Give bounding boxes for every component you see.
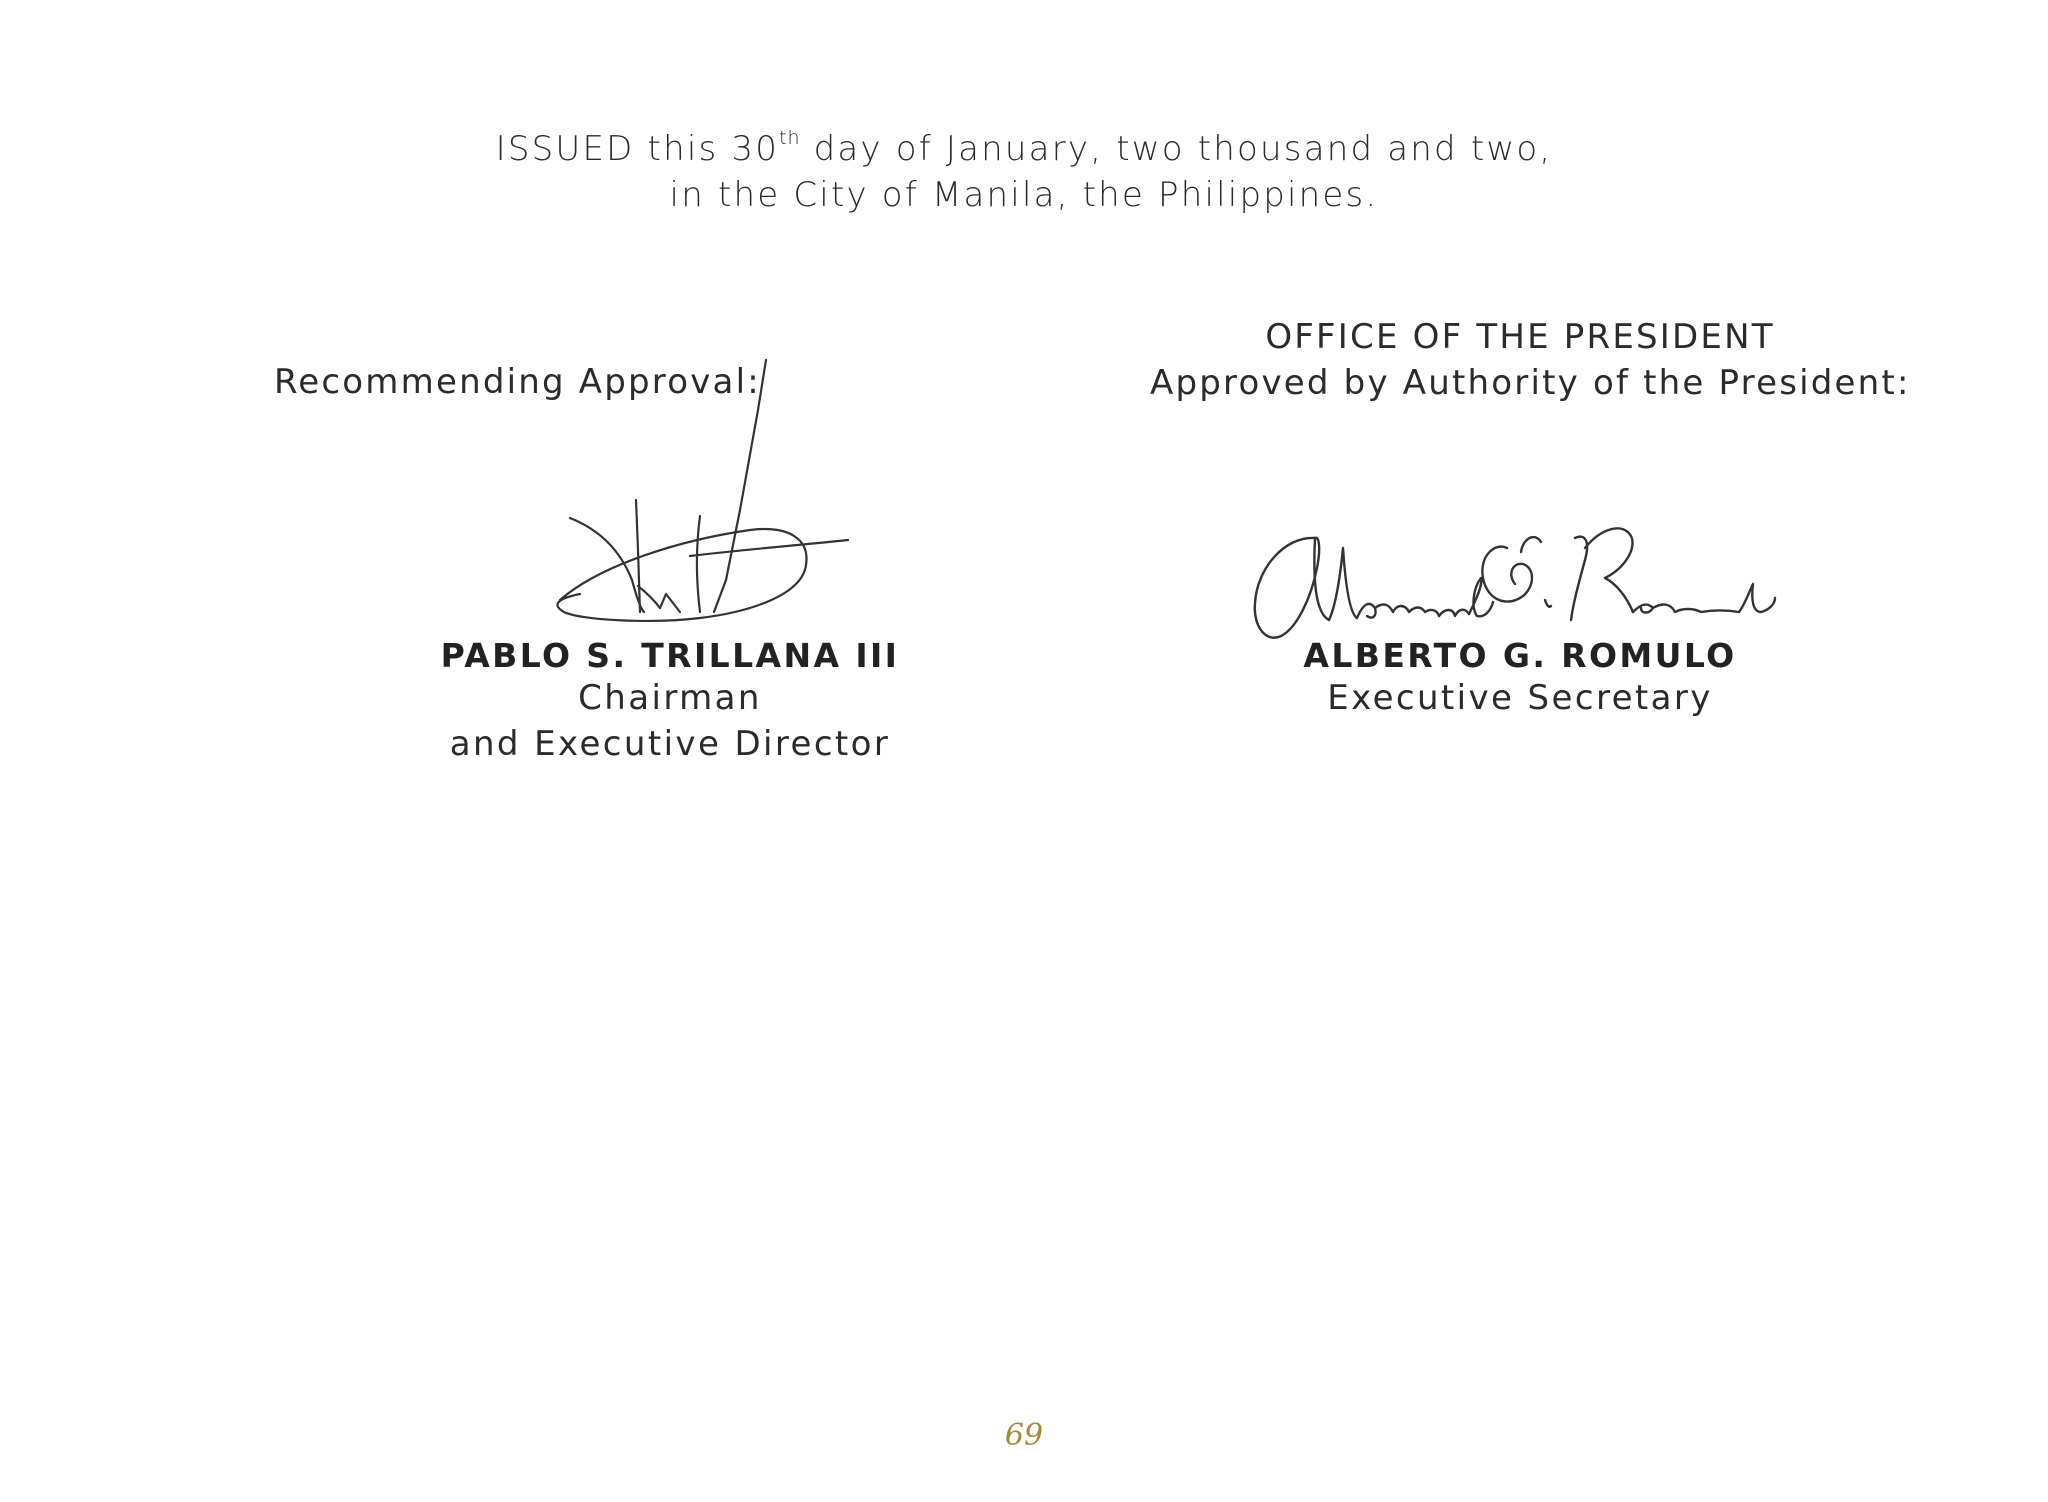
trillana-signature-block (420, 636, 920, 767)
trillana-signature-icon (540, 350, 870, 640)
romulo-name: ALBERTO G. ROMULO (1303, 636, 1737, 675)
romulo-signature-icon (1245, 508, 1805, 648)
recommending-approval-label: Recommending Approval: (274, 362, 761, 402)
trillana-title-line-2: and Executive Director (449, 724, 891, 764)
office-of-the-president: OFFICE OF THE PRESIDENT (1265, 317, 1775, 357)
issuance-line-1: ISSUED this 30th day of January, two thousand and two, (495, 127, 1553, 169)
romulo-signature-block (1250, 636, 1790, 721)
page-number: 69 (1004, 1418, 1044, 1453)
romulo-title: Executive Secretary (1327, 678, 1713, 718)
trillana-name: PABLO S. TRILLANA III (440, 636, 900, 675)
issuance-line-2: in the City of Manila, the Philippines. (669, 175, 1379, 215)
issuance-statement (0, 126, 2048, 218)
office-heading (1150, 314, 1911, 406)
trillana-title-line-1: Chairman (578, 678, 762, 718)
approved-by-authority: Approved by Authority of the President: (1150, 363, 1911, 403)
